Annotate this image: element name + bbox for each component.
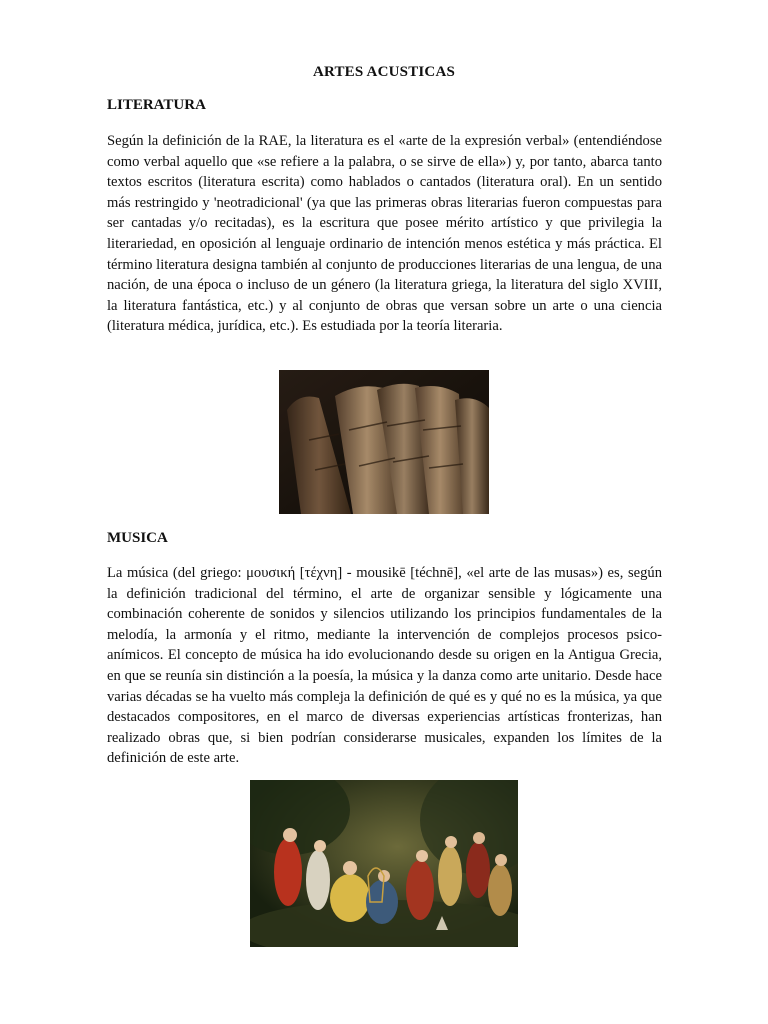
- section-heading-musica: MUSICA: [107, 530, 168, 546]
- document-title: ARTES ACUSTICAS: [312, 64, 456, 80]
- musica-paragraph: La música (del griego: μουσική [τέχνη] - mousikē [téchnē], «el arte de las musas») es, según la definición tradicional del término, el arte de organizar sensible y lógicamente una combinación coherente de sonidos y silencios utilizando los principios fundamentales de la melodía, la armonía y el ritmo, mediante la intervención de complejos procesos psico-anímicos. El concepto de música ha ido evolucionando desde su origen en la Antigua Grecia, en que se reunía sin distinción a la poesía, la música y la danza como arte unitario. Desde hace varias décadas se ha vuelto más compleja la definición de qué es y qué no es la música, ya que destacados compositores, en el marco de diversas experiencias artísticas fronterizas, han realizado obras que, si bien podrían considerarse musicales, expanden los límites de la definición de este arte.: [107, 565, 662, 767]
- literatura-paragraph: Según la definición de la RAE, la literatura es el «arte de la expresión verbal» (entendiéndose como verbal aquello que «se refiere a la palabra, o se sirve de ella») y, por tanto, abarca tanto textos escritos (literatura escrita) como hablados o cantados (literatura oral). En un sentido más restringido y 'neotradicional' (ya que las primeras obras literarias fueron compuestas para ser cantadas y/o recitadas), es la escritura que posee mérito artístico y que privilegia la literariedad, en oposición al lenguaje ordinario de intención menos estética y más práctica. El término literatura designa también al conjunto de producciones literarias de una lengua, de una nación, de una época o incluso de un género (la literatura griega, la literatura del siglo XVIII, la literatura fantástica, etc.) y al conjunto de obras que versan sobre un arte o una ciencia (literatura médica, jurídica, etc.). Es estudiada por la teoría literaria.: [107, 133, 662, 335]
- muses-painting-image: [250, 780, 518, 947]
- old-books-image: [279, 370, 489, 514]
- section-heading-literatura: LITERATURA: [107, 97, 206, 113]
